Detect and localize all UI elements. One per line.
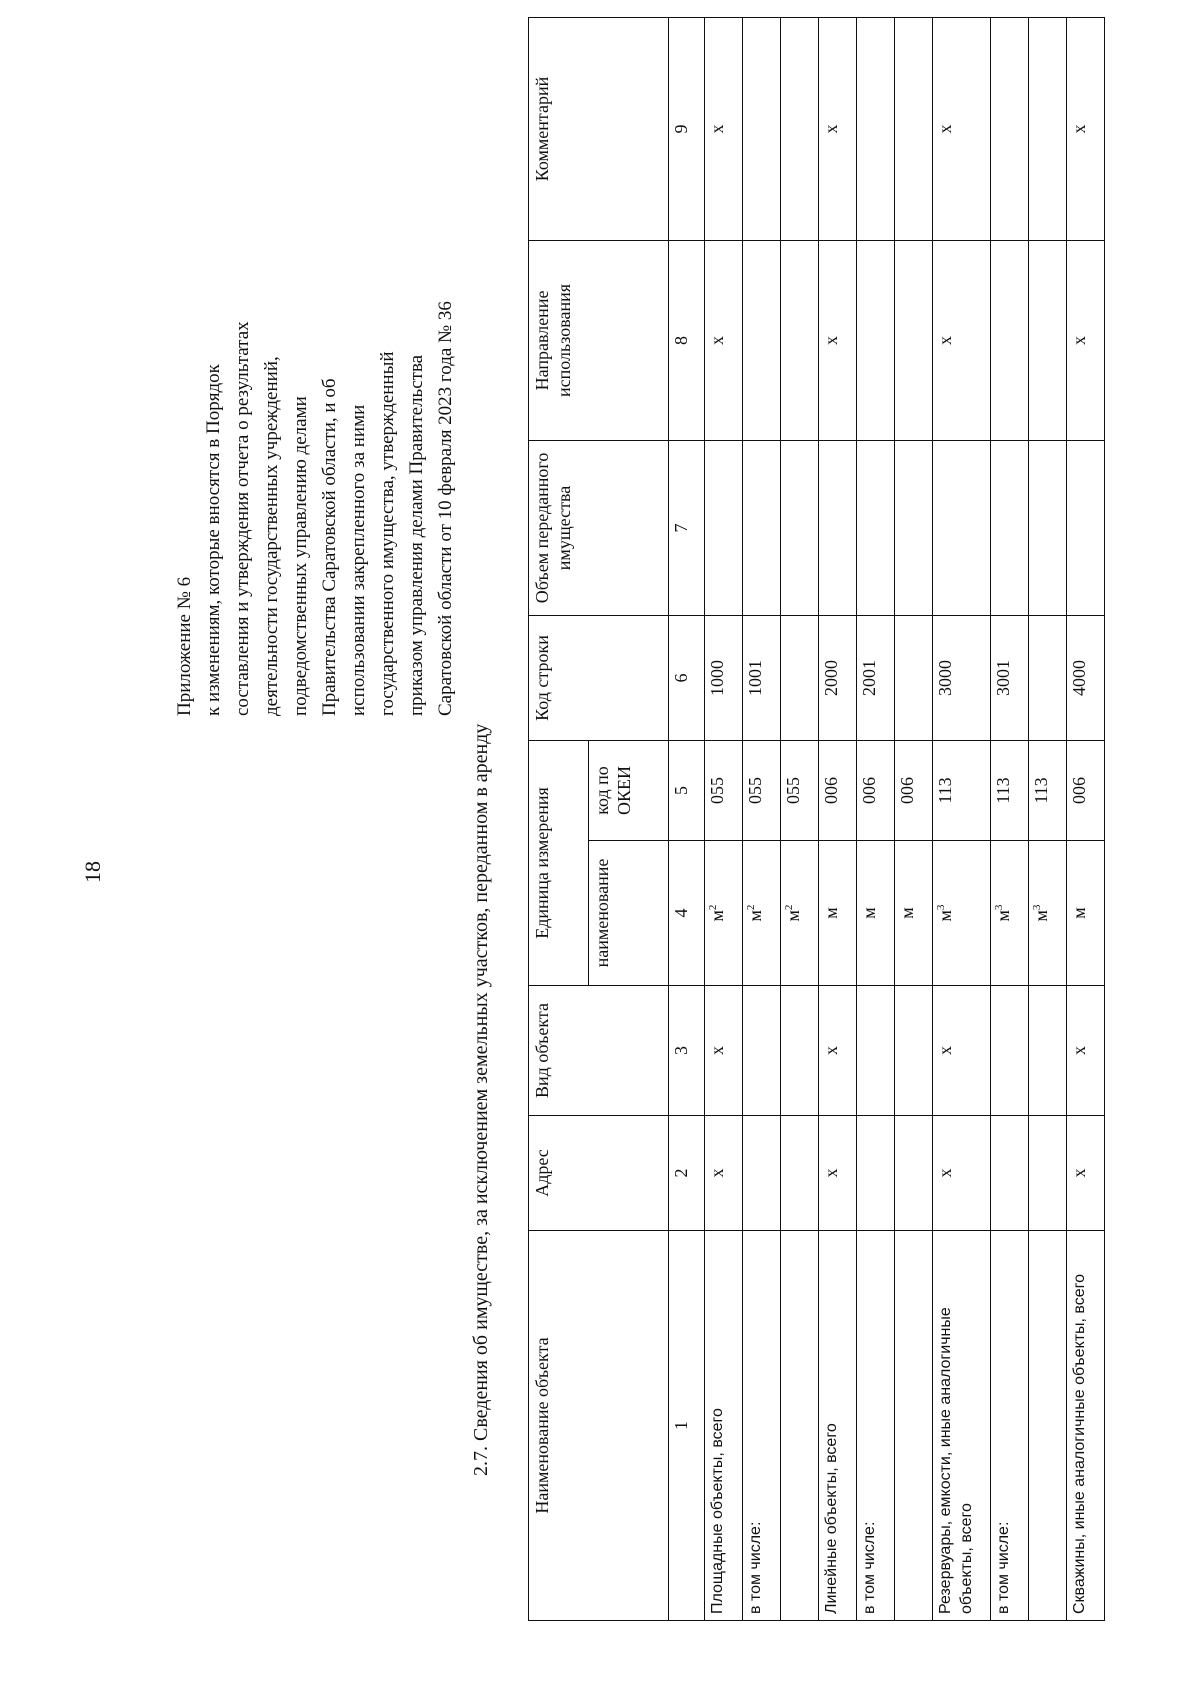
cell-address <box>895 1116 933 1231</box>
cell-unit-name <box>743 841 781 986</box>
cell-line-code: 3001 <box>991 615 1029 740</box>
cell-comment: х <box>933 17 991 240</box>
cell-unit-name <box>781 841 819 986</box>
unit-base: м <box>707 910 727 922</box>
table-row <box>857 17 895 1620</box>
cell-direction <box>1029 240 1067 440</box>
cell-address: х <box>819 1116 857 1231</box>
cell-direction <box>857 240 895 440</box>
appendix-block <box>170 76 460 716</box>
cell-volume <box>781 440 819 615</box>
column-number: 8 <box>669 240 705 440</box>
header-volume: Объем переданного имущества <box>529 440 669 615</box>
header-unit-code: код по ОКЕИ <box>589 740 669 840</box>
column-number: 1 <box>669 1231 705 1621</box>
header-address: Адрес <box>529 1116 669 1231</box>
cell-unit-name <box>933 841 991 986</box>
cell-unit-name <box>819 841 857 986</box>
cell-line-code: 2001 <box>857 615 895 740</box>
cell-name: Скважины, иные аналогичные объекты, всего <box>1067 1231 1105 1621</box>
appendix-line: государственного имущества, утвержденный <box>377 351 398 716</box>
column-number-row <box>669 17 705 1620</box>
cell-line-code <box>781 615 819 740</box>
cell-direction: х <box>933 240 991 440</box>
cell-unit-code: 006 <box>1067 740 1105 840</box>
table-body <box>669 17 1105 1620</box>
cell-direction <box>743 240 781 440</box>
cell-address: х <box>1067 1116 1105 1231</box>
appendix-line: к изменениям, которые вносятся в Порядок <box>203 364 224 716</box>
unit-exponent: 3 <box>993 904 1005 911</box>
appendix-line: Приложение № 6 <box>174 576 195 716</box>
cell-line-code <box>895 615 933 740</box>
cell-unit-code: 113 <box>991 740 1029 840</box>
header-kind: Вид объекта <box>529 986 669 1116</box>
cell-comment <box>857 17 895 240</box>
unit-base: м <box>821 907 841 919</box>
cell-name: в том числе: <box>857 1231 895 1621</box>
header-name: Наименование объекта <box>529 1231 669 1621</box>
cell-comment <box>1029 17 1067 240</box>
table-row <box>819 17 857 1620</box>
unit-exponent: 2 <box>745 904 757 911</box>
column-number: 3 <box>669 986 705 1116</box>
unit-base: м <box>745 910 765 922</box>
appendix-line: приказом управления делами Правительства <box>406 354 427 716</box>
cell-kind <box>1029 986 1067 1116</box>
column-number: 7 <box>669 440 705 615</box>
column-number: 6 <box>669 615 705 740</box>
appendix-line: Саратовской области от 10 февраля 2023 года № 36 <box>435 301 456 716</box>
cell-direction: х <box>705 240 743 440</box>
cell-comment: х <box>819 17 857 240</box>
table-row <box>781 17 819 1620</box>
column-number: 9 <box>669 17 705 240</box>
cell-direction: х <box>1067 240 1105 440</box>
unit-exponent: 2 <box>707 904 719 911</box>
cell-kind: х <box>705 986 743 1116</box>
cell-unit-name <box>1029 841 1067 986</box>
cell-name <box>895 1231 933 1621</box>
unit-base: м <box>783 910 803 922</box>
cell-comment: х <box>705 17 743 240</box>
cell-line-code <box>1029 615 1067 740</box>
table-row <box>895 17 933 1620</box>
cell-kind <box>991 986 1029 1116</box>
cell-kind <box>743 986 781 1116</box>
cell-address <box>991 1116 1029 1231</box>
appendix-line: использовании закрепленного за ними <box>348 404 369 716</box>
cell-unit-name <box>705 841 743 986</box>
unit-base: м <box>1069 907 1089 919</box>
cell-unit-name <box>1067 841 1105 986</box>
cell-line-code: 1001 <box>743 615 781 740</box>
cell-unit-name <box>857 841 895 986</box>
cell-unit-code: 113 <box>1029 740 1067 840</box>
column-number: 4 <box>669 841 705 986</box>
unit-exponent: 3 <box>935 904 947 911</box>
appendix-line: подведомственных управлению делами <box>290 396 311 716</box>
header-direction: Направление использования <box>529 240 669 440</box>
unit-base: м <box>859 907 879 919</box>
cell-name: в том числе: <box>743 1231 781 1621</box>
cell-address <box>1029 1116 1067 1231</box>
appendix-line: деятельности государственных учреждений, <box>261 356 282 716</box>
appendix-line: составления и утверждения отчета о результатах <box>232 321 253 716</box>
section-title: 2.7. Сведения об имуществе, за исключением земельных участков, переданном в аренду <box>470 723 492 1476</box>
cell-name <box>781 1231 819 1621</box>
column-number: 2 <box>669 1116 705 1231</box>
table-row <box>933 17 991 1620</box>
cell-unit-code: 113 <box>933 740 991 840</box>
unit-base: м <box>935 910 955 922</box>
cell-volume <box>743 440 781 615</box>
cell-direction <box>991 240 1029 440</box>
cell-unit-name <box>895 841 933 986</box>
cell-address <box>781 1116 819 1231</box>
table-row <box>705 17 743 1620</box>
unit-exponent: 3 <box>1031 904 1043 911</box>
cell-volume <box>991 440 1029 615</box>
cell-line-code: 4000 <box>1067 615 1105 740</box>
header-comment: Комментарий <box>529 17 669 240</box>
cell-unit-code: 006 <box>895 740 933 840</box>
cell-comment <box>743 17 781 240</box>
cell-volume <box>819 440 857 615</box>
table-row <box>991 17 1029 1620</box>
cell-name: в том числе: <box>991 1231 1029 1621</box>
appendix-line: Правительства Саратовской области, и об <box>319 378 340 716</box>
cell-comment <box>781 17 819 240</box>
cell-kind <box>781 986 819 1116</box>
cell-line-code: 3000 <box>933 615 991 740</box>
cell-line-code: 2000 <box>819 615 857 740</box>
cell-unit-code: 055 <box>743 740 781 840</box>
cell-kind <box>857 986 895 1116</box>
cell-address: х <box>705 1116 743 1231</box>
cell-kind: х <box>819 986 857 1116</box>
cell-volume <box>1067 440 1105 615</box>
cell-name: Линейные объекты, всего <box>819 1231 857 1621</box>
cell-kind: х <box>933 986 991 1116</box>
property-table <box>528 17 1105 1621</box>
cell-kind <box>895 986 933 1116</box>
cell-unit-code: 006 <box>857 740 895 840</box>
unit-base: м <box>897 907 917 919</box>
cell-unit-code: 006 <box>819 740 857 840</box>
cell-direction: х <box>819 240 857 440</box>
unit-base: м <box>993 910 1013 922</box>
cell-volume <box>1029 440 1067 615</box>
unit-exponent: 2 <box>783 904 795 911</box>
cell-volume <box>705 440 743 615</box>
header-line-code: Код строки <box>529 615 669 740</box>
header-unit: Единица измерения <box>529 740 589 985</box>
cell-comment: х <box>1067 17 1105 240</box>
page-number: 18 <box>80 861 105 883</box>
column-number: 5 <box>669 740 705 840</box>
unit-base: м <box>1031 910 1051 922</box>
table-row <box>1067 17 1105 1620</box>
table-row <box>743 17 781 1620</box>
cell-direction <box>895 240 933 440</box>
cell-address <box>743 1116 781 1231</box>
cell-direction <box>781 240 819 440</box>
header-unit-name: наименование <box>589 841 669 986</box>
cell-unit-code: 055 <box>781 740 819 840</box>
cell-kind: х <box>1067 986 1105 1116</box>
table-row <box>1029 17 1067 1620</box>
cell-name <box>1029 1231 1067 1621</box>
cell-line-code: 1000 <box>705 615 743 740</box>
cell-unit-name <box>991 841 1029 986</box>
cell-address <box>857 1116 895 1231</box>
cell-name: Площадные объекты, всего <box>705 1231 743 1621</box>
cell-comment <box>895 17 933 240</box>
cell-comment <box>991 17 1029 240</box>
cell-unit-code: 055 <box>705 740 743 840</box>
cell-name: Резервуары, емкости, иные аналогичные объекты, всего <box>933 1231 991 1621</box>
cell-volume <box>933 440 991 615</box>
cell-volume <box>857 440 895 615</box>
cell-volume <box>895 440 933 615</box>
cell-address: х <box>933 1116 991 1231</box>
